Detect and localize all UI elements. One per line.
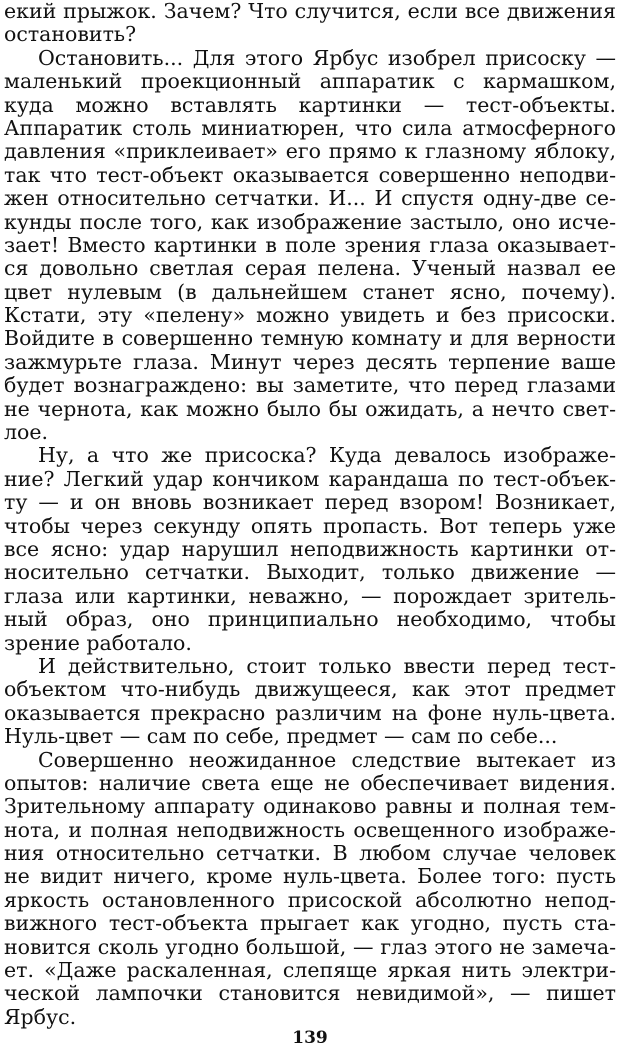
paragraph xyxy=(4,749,616,1030)
paragraph xyxy=(4,0,616,47)
text-line: опытов: наличие света еще не обеспечивает видения. xyxy=(4,770,616,795)
text-line: Кстати, эту «пелену» можно увидеть и без присоски. xyxy=(4,303,616,328)
text-line: ния относительно сетчатки. В любом случае человек xyxy=(4,841,616,866)
text-line: яркость остановленного присоской абсолютно непод- xyxy=(4,887,616,912)
text-line: оказывается прекрасно различим на фоне нуль-цвета. xyxy=(4,700,616,725)
text-line: объектом что-нибудь движущееся, как этот предмет xyxy=(4,677,616,702)
text-line: нота, и полная неподвижность освещенного изображе- xyxy=(4,817,616,842)
text-line: ный образ, оно принципиально необходимо, чтобы xyxy=(4,607,616,632)
text-line: все ясно: удар нарушил неподвижность картинки от- xyxy=(4,536,616,561)
text-line: давления «приклеивает» его прямо к глазному яблоку, xyxy=(4,139,616,164)
paragraph xyxy=(4,47,616,445)
text-line: маленький проекционный аппаратик с кармашком, xyxy=(4,69,616,94)
text-line: не видит ничего, кроме нуль-цвета. Более того: пусть xyxy=(4,864,616,889)
text-line: Аппаратик столь миниатюрен, что сила атмосферного xyxy=(4,115,616,140)
text-line: вижного тест-объекта прыгает как угодно, пусть ста- xyxy=(4,911,616,936)
text-line: кунды после того, как изображение застыло, оно исче- xyxy=(4,209,616,234)
text-line: зрение работало. xyxy=(4,630,192,655)
text-line: Остановить... Для этого Ярбус изобрел присоску — xyxy=(38,45,616,70)
text-line: Ну, а что же присоска? Куда девалось изображе- xyxy=(38,443,616,468)
text-line: не чернота, как можно было бы ожидать, а нечто свет- xyxy=(4,396,616,421)
text-line: зажмурьте глаза. Минут через десять терпение ваше xyxy=(4,349,616,374)
text-line: ческой лампочки становится невидимой», — пишет xyxy=(4,981,616,1006)
text-line: екий прыжок. Зачем? Что случится, если все движения xyxy=(4,0,616,23)
paragraph xyxy=(4,444,616,655)
text-line: Совершенно неожиданное следствие вытекает из xyxy=(38,747,616,772)
text-line: остановить? xyxy=(4,22,137,47)
text-line: ся довольно светлая серая пелена. Ученый назвал ее xyxy=(4,256,616,281)
paragraph xyxy=(4,655,616,749)
text-line: Зрительному аппарату одинаково равны и полная тем- xyxy=(4,794,616,819)
text-line: ту — и он вновь возникает перед взором! Возникает, xyxy=(4,490,616,515)
text-line: цвет нулевым (в дальнейшем станет ясно, почему). xyxy=(4,279,616,304)
text-line: будет вознаграждено: вы заметите, что перед глазами xyxy=(4,373,616,398)
text-line: куда можно вставлять картинки — тест-объекты. xyxy=(4,92,616,117)
text-line: носительно сетчатки. Выходит, только движение — xyxy=(4,560,616,585)
text-line: Ярбус. xyxy=(4,1004,77,1029)
text-line: Войдите в совершенно темную комнату и для верности xyxy=(4,326,616,351)
text-line: Нуль-цвет — сам по себе, предмет — сам по себе... xyxy=(4,724,558,749)
page-number: 139 xyxy=(292,1028,328,1048)
text-line: глаза или картинки, неважно, — порождает зритель- xyxy=(4,583,616,608)
text-line: жен относительно сетчатки. И... И спустя одну-две се- xyxy=(4,186,616,211)
text-line: зает! Вместо картинки в поле зрения глаза оказывает- xyxy=(4,232,616,257)
text-line: ние? Легкий удар кончиком карандаша по тест-объек- xyxy=(4,466,616,491)
text-line: чтобы через секунду опять пропасть. Вот теперь уже xyxy=(4,513,616,538)
text-line: лое. xyxy=(4,420,49,445)
body-text xyxy=(4,0,616,1029)
text-line: И действительно, стоит только ввести перед тест- xyxy=(38,653,616,678)
text-line: ет. «Даже раскаленная, слепяще яркая нить электри- xyxy=(4,958,616,983)
text-line: новится сколь угодно большой, — глаз этого не замеча- xyxy=(4,934,616,959)
text-line: так что тест-объект оказывается совершенно неподви- xyxy=(4,162,616,187)
